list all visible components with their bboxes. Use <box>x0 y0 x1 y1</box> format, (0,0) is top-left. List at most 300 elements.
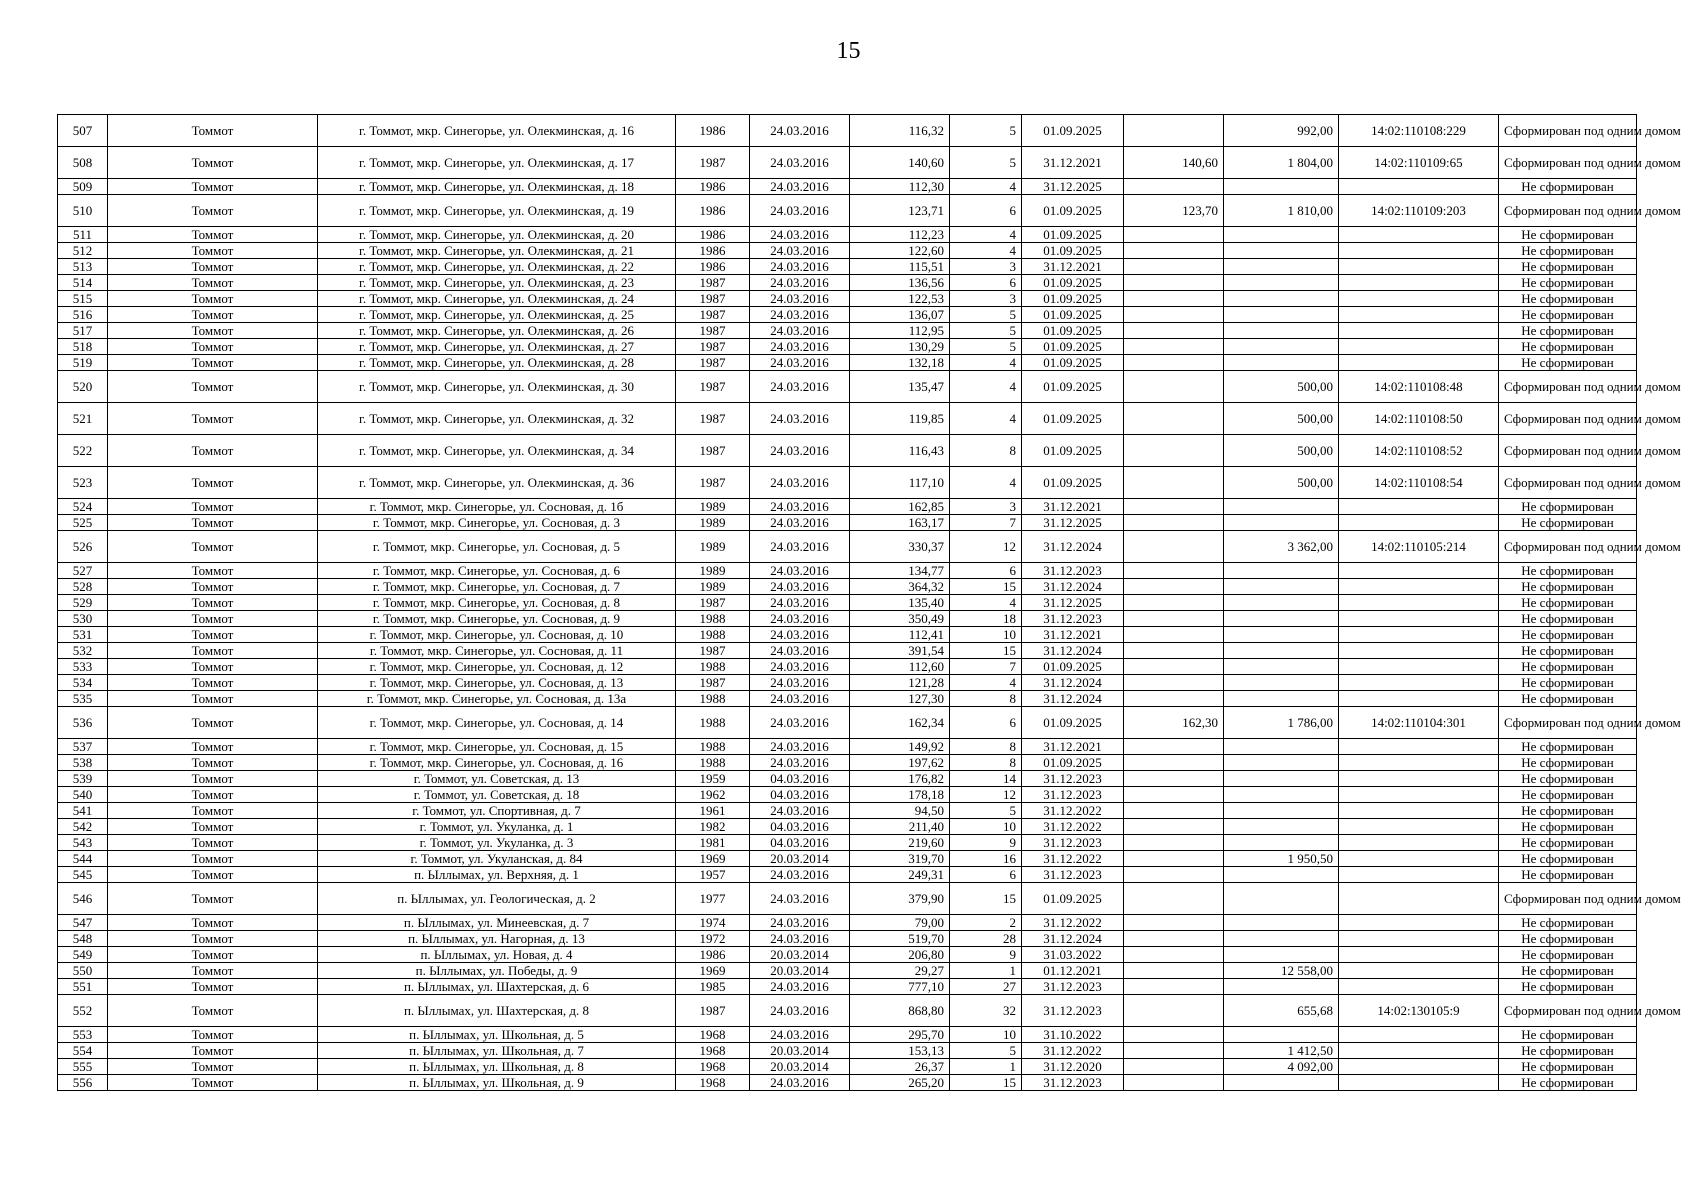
table-row <box>58 771 1637 787</box>
cell-recognition-date: 24.03.2016 <box>750 115 850 147</box>
cell-residents: 4 <box>950 371 1022 403</box>
cell-year-built: 1987 <box>676 467 750 499</box>
cell-number: 547 <box>58 915 108 931</box>
cell-area: 130,29 <box>850 339 950 355</box>
cell-cadastral-number <box>1339 259 1499 275</box>
cell-deadline: 31.12.2024 <box>1022 643 1124 659</box>
cell-address: г. Томмот, мкр. Синегорье, ул. Сосновая, д. 5 <box>318 531 676 563</box>
cell-area: 122,60 <box>850 243 950 259</box>
cell-cadastral-number <box>1339 851 1499 867</box>
cell-residents: 32 <box>950 995 1022 1027</box>
table-row <box>58 675 1637 691</box>
cell-municipality: Томмот <box>108 595 318 611</box>
cell-municipality: Томмот <box>108 883 318 915</box>
cell-deadline: 01.09.2025 <box>1022 371 1124 403</box>
cell-deadline: 31.12.2021 <box>1022 259 1124 275</box>
cell-recognition-date: 04.03.2016 <box>750 787 850 803</box>
cell-number: 523 <box>58 467 108 499</box>
cell-plot-area <box>1224 243 1339 259</box>
cell-plot-area: 500,00 <box>1224 467 1339 499</box>
cell-municipality: Томмот <box>108 979 318 995</box>
cell-recognition-date: 24.03.2016 <box>750 195 850 227</box>
cell-residents: 10 <box>950 627 1022 643</box>
cell-municipality: Томмот <box>108 323 318 339</box>
cell-land-status: Не сформирован <box>1499 1059 1637 1075</box>
cell-area: 112,95 <box>850 323 950 339</box>
table-row <box>58 179 1637 195</box>
cell-recognition-date: 24.03.2016 <box>750 179 850 195</box>
cell-area: 132,18 <box>850 355 950 371</box>
cell-land-status: Не сформирован <box>1499 499 1637 515</box>
cell-year-built: 1986 <box>676 179 750 195</box>
cell-municipality: Томмот <box>108 627 318 643</box>
cell-address: г. Томмот, ул. Укуланская, д. 84 <box>318 851 676 867</box>
cell-municipality: Томмот <box>108 195 318 227</box>
cell-cadastral-number <box>1339 307 1499 323</box>
table-row <box>58 243 1637 259</box>
cell-plot-area <box>1224 931 1339 947</box>
cell-deadline: 01.09.2025 <box>1022 323 1124 339</box>
cell-area: 162,34 <box>850 707 950 739</box>
cell-year-built: 1974 <box>676 915 750 931</box>
cell-land-status: Не сформирован <box>1499 227 1637 243</box>
cell-year-built: 1986 <box>676 195 750 227</box>
cell-number: 520 <box>58 371 108 403</box>
cell-number: 538 <box>58 755 108 771</box>
cell-municipality: Томмот <box>108 499 318 515</box>
cell-number: 509 <box>58 179 108 195</box>
cell-area: 112,23 <box>850 227 950 243</box>
cell-recognition-date: 20.03.2014 <box>750 1059 850 1075</box>
cell-year-built: 1968 <box>676 1059 750 1075</box>
cell-address: г. Томмот, мкр. Синегорье, ул. Сосновая, д. 15 <box>318 739 676 755</box>
cell-deadline: 31.12.2025 <box>1022 179 1124 195</box>
cell-municipality: Томмот <box>108 787 318 803</box>
cell-deadline: 31.03.2022 <box>1022 947 1124 963</box>
cell-area: 115,51 <box>850 259 950 275</box>
cell-address: г. Томмот, мкр. Синегорье, ул. Олекминская, д. 18 <box>318 179 676 195</box>
cell-address: г. Томмот, мкр. Синегорье, ул. Сосновая, д. 13 <box>318 675 676 691</box>
cell-area: 116,32 <box>850 115 950 147</box>
cell-area: 135,40 <box>850 595 950 611</box>
cell-land-status: Не сформирован <box>1499 611 1637 627</box>
cell-number: 545 <box>58 867 108 883</box>
cell-cadastral-number <box>1339 787 1499 803</box>
table-row <box>58 963 1637 979</box>
cell-municipality: Томмот <box>108 355 318 371</box>
cell-number: 512 <box>58 243 108 259</box>
cell-number: 536 <box>58 707 108 739</box>
cell-municipality: Томмот <box>108 931 318 947</box>
table-row <box>58 307 1637 323</box>
cell-land-status: Сформирован под одним домом <box>1499 467 1637 499</box>
cell-number: 548 <box>58 931 108 947</box>
cell-residents: 5 <box>950 339 1022 355</box>
cell-deadline: 31.12.2023 <box>1022 611 1124 627</box>
cell-area: 197,62 <box>850 755 950 771</box>
table-row <box>58 643 1637 659</box>
cell-number: 555 <box>58 1059 108 1075</box>
cell-year-built: 1988 <box>676 611 750 627</box>
cell-deadline: 01.09.2025 <box>1022 275 1124 291</box>
cell-year-built: 1988 <box>676 707 750 739</box>
cell-residents: 5 <box>950 1043 1022 1059</box>
cell-residents: 9 <box>950 835 1022 851</box>
table-row <box>58 355 1637 371</box>
cell-residents: 12 <box>950 787 1022 803</box>
cell-number: 528 <box>58 579 108 595</box>
cell-recognition-date: 24.03.2016 <box>750 435 850 467</box>
cell-land-status: Не сформирован <box>1499 819 1637 835</box>
cell-address: п. Ыллымах, ул. Шахтерская, д. 6 <box>318 979 676 995</box>
registry-body <box>58 115 1681 1091</box>
cell-recognition-date: 24.03.2016 <box>750 371 850 403</box>
cell-plot-area <box>1224 515 1339 531</box>
cell-number: 544 <box>58 851 108 867</box>
cell-deadline: 31.12.2021 <box>1022 739 1124 755</box>
cell-area: 868,80 <box>850 995 950 1027</box>
cell-number: 531 <box>58 627 108 643</box>
cell-address: г. Томмот, ул. Советская, д. 18 <box>318 787 676 803</box>
cell-land-area <box>1124 1059 1224 1075</box>
cell-recognition-date: 24.03.2016 <box>750 659 850 675</box>
cell-municipality: Томмот <box>108 835 318 851</box>
table-row <box>58 1027 1637 1043</box>
cell-cadastral-number <box>1339 179 1499 195</box>
cell-cadastral-number <box>1339 355 1499 371</box>
cell-cadastral-number <box>1339 1059 1499 1075</box>
cell-address: г. Томмот, мкр. Синегорье, ул. Олекминская, д. 36 <box>318 467 676 499</box>
cell-recognition-date: 24.03.2016 <box>750 643 850 659</box>
cell-land-status: Не сформирован <box>1499 947 1637 963</box>
cell-deadline: 31.12.2022 <box>1022 1043 1124 1059</box>
cell-cadastral-number <box>1339 499 1499 515</box>
table-row <box>58 707 1637 739</box>
cell-area: 153,13 <box>850 1043 950 1059</box>
cell-residents: 15 <box>950 1075 1022 1091</box>
cell-land-status: Не сформирован <box>1499 275 1637 291</box>
cell-deadline: 31.12.2022 <box>1022 803 1124 819</box>
table-row <box>58 835 1637 851</box>
cell-land-status: Сформирован под одним домом <box>1499 707 1637 739</box>
cell-recognition-date: 04.03.2016 <box>750 835 850 851</box>
cell-area: 116,43 <box>850 435 950 467</box>
cell-plot-area <box>1224 579 1339 595</box>
cell-municipality: Томмот <box>108 291 318 307</box>
cell-cadastral-number: 14:02:110104:301 <box>1339 707 1499 739</box>
table-row <box>58 803 1637 819</box>
cell-land-area <box>1124 467 1224 499</box>
cell-deadline: 01.09.2025 <box>1022 227 1124 243</box>
cell-land-status: Сформирован под одним домом <box>1499 371 1637 403</box>
cell-recognition-date: 20.03.2014 <box>750 947 850 963</box>
cell-cadastral-number <box>1339 563 1499 579</box>
cell-address: г. Томмот, мкр. Синегорье, ул. Олекминская, д. 26 <box>318 323 676 339</box>
cell-land-area <box>1124 515 1224 531</box>
cell-residents: 10 <box>950 1027 1022 1043</box>
cell-cadastral-number: 14:02:110109:203 <box>1339 195 1499 227</box>
cell-land-area <box>1124 771 1224 787</box>
cell-plot-area <box>1224 611 1339 627</box>
cell-land-area <box>1124 579 1224 595</box>
cell-address: п. Ыллымах, ул. Школьная, д. 7 <box>318 1043 676 1059</box>
cell-deadline: 31.12.2022 <box>1022 915 1124 931</box>
cell-land-status: Не сформирован <box>1499 563 1637 579</box>
cell-deadline: 01.09.2025 <box>1022 243 1124 259</box>
cell-cadastral-number: 14:02:110108:48 <box>1339 371 1499 403</box>
cell-residents: 6 <box>950 707 1022 739</box>
cell-number: 532 <box>58 643 108 659</box>
cell-deadline: 31.12.2023 <box>1022 835 1124 851</box>
cell-cadastral-number <box>1339 515 1499 531</box>
cell-land-area <box>1124 867 1224 883</box>
cell-cadastral-number <box>1339 643 1499 659</box>
cell-municipality: Томмот <box>108 691 318 707</box>
cell-recognition-date: 24.03.2016 <box>750 995 850 1027</box>
cell-plot-area <box>1224 691 1339 707</box>
cell-municipality: Томмот <box>108 963 318 979</box>
table-row <box>58 195 1637 227</box>
cell-number: 521 <box>58 403 108 435</box>
cell-deadline: 31.12.2024 <box>1022 675 1124 691</box>
cell-municipality: Томмот <box>108 259 318 275</box>
cell-land-area <box>1124 963 1224 979</box>
table-row <box>58 259 1637 275</box>
cell-deadline: 01.09.2025 <box>1022 339 1124 355</box>
cell-address: п. Ыллымах, ул. Верхняя, д. 1 <box>318 867 676 883</box>
cell-deadline: 31.12.2023 <box>1022 995 1124 1027</box>
cell-municipality: Томмот <box>108 739 318 755</box>
cell-year-built: 1988 <box>676 755 750 771</box>
cell-plot-area <box>1224 739 1339 755</box>
cell-recognition-date: 24.03.2016 <box>750 339 850 355</box>
cell-recognition-date: 24.03.2016 <box>750 739 850 755</box>
cell-number: 525 <box>58 515 108 531</box>
cell-municipality: Томмот <box>108 1059 318 1075</box>
cell-address: г. Томмот, мкр. Синегорье, ул. Сосновая, д. 1б <box>318 499 676 515</box>
cell-address: г. Томмот, мкр. Синегорье, ул. Сосновая, д. 13а <box>318 691 676 707</box>
cell-plot-area <box>1224 291 1339 307</box>
cell-year-built: 1988 <box>676 659 750 675</box>
cell-number: 542 <box>58 819 108 835</box>
cell-residents: 1 <box>950 963 1022 979</box>
cell-plot-area <box>1224 179 1339 195</box>
cell-land-area <box>1124 659 1224 675</box>
cell-area: 136,56 <box>850 275 950 291</box>
cell-residents: 12 <box>950 531 1022 563</box>
cell-land-area <box>1124 787 1224 803</box>
cell-plot-area <box>1224 915 1339 931</box>
cell-municipality: Томмот <box>108 1043 318 1059</box>
cell-area: 178,18 <box>850 787 950 803</box>
cell-residents: 4 <box>950 595 1022 611</box>
cell-land-area <box>1124 1075 1224 1091</box>
cell-recognition-date: 24.03.2016 <box>750 227 850 243</box>
cell-cadastral-number: 14:02:110108:52 <box>1339 435 1499 467</box>
cell-residents: 5 <box>950 147 1022 179</box>
cell-plot-area <box>1224 307 1339 323</box>
cell-land-area <box>1124 803 1224 819</box>
cell-residents: 7 <box>950 659 1022 675</box>
cell-number: 541 <box>58 803 108 819</box>
cell-municipality: Томмот <box>108 675 318 691</box>
cell-recognition-date: 24.03.2016 <box>750 883 850 915</box>
cell-land-area <box>1124 115 1224 147</box>
cell-area: 94,50 <box>850 803 950 819</box>
cell-area: 121,28 <box>850 675 950 691</box>
cell-cadastral-number <box>1339 291 1499 307</box>
cell-recognition-date: 24.03.2016 <box>750 1075 850 1091</box>
cell-address: г. Томмот, мкр. Синегорье, ул. Сосновая, д. 8 <box>318 595 676 611</box>
cell-residents: 8 <box>950 755 1022 771</box>
cell-area: 26,37 <box>850 1059 950 1075</box>
cell-cadastral-number: 14:02:130105:9 <box>1339 995 1499 1027</box>
cell-address: п. Ыллымах, ул. Школьная, д. 8 <box>318 1059 676 1075</box>
cell-area: 135,47 <box>850 371 950 403</box>
cell-municipality: Томмот <box>108 851 318 867</box>
cell-plot-area <box>1224 227 1339 243</box>
cell-residents: 4 <box>950 179 1022 195</box>
housing-registry-table <box>57 114 1681 1091</box>
cell-year-built: 1986 <box>676 115 750 147</box>
table-row <box>58 467 1637 499</box>
cell-residents: 15 <box>950 643 1022 659</box>
cell-residents: 5 <box>950 115 1022 147</box>
cell-recognition-date: 24.03.2016 <box>750 627 850 643</box>
cell-address: г. Томмот, мкр. Синегорье, ул. Сосновая, д. 3 <box>318 515 676 531</box>
cell-address: г. Томмот, мкр. Синегорье, ул. Олекминская, д. 19 <box>318 195 676 227</box>
cell-land-status: Не сформирован <box>1499 627 1637 643</box>
cell-plot-area <box>1224 1075 1339 1091</box>
cell-municipality: Томмот <box>108 275 318 291</box>
cell-cadastral-number <box>1339 819 1499 835</box>
cell-address: г. Томмот, мкр. Синегорье, ул. Сосновая, д. 11 <box>318 643 676 659</box>
table-row <box>58 595 1637 611</box>
cell-address: г. Томмот, мкр. Синегорье, ул. Олекминская, д. 17 <box>318 147 676 179</box>
cell-land-area <box>1124 947 1224 963</box>
cell-area: 112,41 <box>850 627 950 643</box>
cell-land-status: Не сформирован <box>1499 579 1637 595</box>
cell-year-built: 1986 <box>676 227 750 243</box>
cell-land-status: Не сформирован <box>1499 355 1637 371</box>
cell-residents: 6 <box>950 563 1022 579</box>
cell-deadline: 31.12.2023 <box>1022 979 1124 995</box>
cell-land-status: Не сформирован <box>1499 691 1637 707</box>
cell-year-built: 1968 <box>676 1043 750 1059</box>
cell-residents: 4 <box>950 355 1022 371</box>
cell-land-status: Не сформирован <box>1499 595 1637 611</box>
cell-address: г. Томмот, мкр. Синегорье, ул. Олекминская, д. 22 <box>318 259 676 275</box>
cell-residents: 4 <box>950 467 1022 499</box>
cell-land-area: 140,60 <box>1124 147 1224 179</box>
cell-plot-area: 3 362,00 <box>1224 531 1339 563</box>
cell-cadastral-number: 14:02:110108:54 <box>1339 467 1499 499</box>
table-row <box>58 659 1637 675</box>
cell-recognition-date: 04.03.2016 <box>750 819 850 835</box>
cell-area: 140,60 <box>850 147 950 179</box>
cell-land-area <box>1124 339 1224 355</box>
cell-land-area <box>1124 883 1224 915</box>
cell-recognition-date: 24.03.2016 <box>750 531 850 563</box>
cell-number: 539 <box>58 771 108 787</box>
cell-address: г. Томмот, мкр. Синегорье, ул. Сосновая, д. 12 <box>318 659 676 675</box>
cell-cadastral-number <box>1339 1075 1499 1091</box>
cell-plot-area <box>1224 787 1339 803</box>
cell-municipality: Томмот <box>108 467 318 499</box>
cell-residents: 15 <box>950 883 1022 915</box>
cell-plot-area <box>1224 355 1339 371</box>
cell-cadastral-number <box>1339 771 1499 787</box>
cell-residents: 16 <box>950 851 1022 867</box>
cell-number: 524 <box>58 499 108 515</box>
cell-land-status: Сформирован под одним домом <box>1499 995 1637 1027</box>
cell-cadastral-number <box>1339 323 1499 339</box>
cell-land-area <box>1124 259 1224 275</box>
cell-plot-area <box>1224 755 1339 771</box>
cell-land-area <box>1124 755 1224 771</box>
cell-land-area <box>1124 995 1224 1027</box>
cell-year-built: 1961 <box>676 803 750 819</box>
cell-deadline: 01.09.2025 <box>1022 755 1124 771</box>
cell-deadline: 01.09.2025 <box>1022 659 1124 675</box>
cell-recognition-date: 24.03.2016 <box>750 355 850 371</box>
cell-area: 206,80 <box>850 947 950 963</box>
cell-recognition-date: 20.03.2014 <box>750 1043 850 1059</box>
cell-address: г. Томмот, мкр. Синегорье, ул. Олекминская, д. 24 <box>318 291 676 307</box>
cell-cadastral-number <box>1339 883 1499 915</box>
cell-area: 777,10 <box>850 979 950 995</box>
cell-plot-area <box>1224 659 1339 675</box>
table-row <box>58 147 1637 179</box>
cell-land-area <box>1124 611 1224 627</box>
cell-area: 519,70 <box>850 931 950 947</box>
cell-plot-area: 4 092,00 <box>1224 1059 1339 1075</box>
table-row <box>58 819 1637 835</box>
cell-plot-area: 1 804,00 <box>1224 147 1339 179</box>
cell-municipality: Томмот <box>108 179 318 195</box>
cell-municipality: Томмот <box>108 707 318 739</box>
cell-deadline: 01.09.2025 <box>1022 307 1124 323</box>
cell-municipality: Томмот <box>108 243 318 259</box>
cell-land-status: Не сформирован <box>1499 963 1637 979</box>
cell-address: г. Томмот, мкр. Синегорье, ул. Сосновая, д. 10 <box>318 627 676 643</box>
cell-recognition-date: 24.03.2016 <box>750 307 850 323</box>
cell-cadastral-number <box>1339 867 1499 883</box>
cell-residents: 3 <box>950 499 1022 515</box>
cell-land-area <box>1124 275 1224 291</box>
cell-municipality: Томмот <box>108 643 318 659</box>
cell-year-built: 1957 <box>676 867 750 883</box>
table-row <box>58 739 1637 755</box>
cell-address: г. Томмот, мкр. Синегорье, ул. Олекминская, д. 32 <box>318 403 676 435</box>
cell-land-area <box>1124 835 1224 851</box>
cell-deadline: 31.12.2025 <box>1022 595 1124 611</box>
cell-area: 350,49 <box>850 611 950 627</box>
cell-year-built: 1987 <box>676 435 750 467</box>
cell-land-status: Сформирован под одним домом <box>1499 435 1637 467</box>
cell-cadastral-number: 14:02:110109:65 <box>1339 147 1499 179</box>
cell-residents: 6 <box>950 275 1022 291</box>
cell-land-status: Не сформирован <box>1499 675 1637 691</box>
cell-address: г. Томмот, ул. Спортивная, д. 7 <box>318 803 676 819</box>
cell-year-built: 1977 <box>676 883 750 915</box>
cell-land-status: Не сформирован <box>1499 1043 1637 1059</box>
cell-year-built: 1969 <box>676 963 750 979</box>
cell-municipality: Томмот <box>108 867 318 883</box>
cell-year-built: 1989 <box>676 515 750 531</box>
cell-land-area <box>1124 563 1224 579</box>
cell-area: 79,00 <box>850 915 950 931</box>
